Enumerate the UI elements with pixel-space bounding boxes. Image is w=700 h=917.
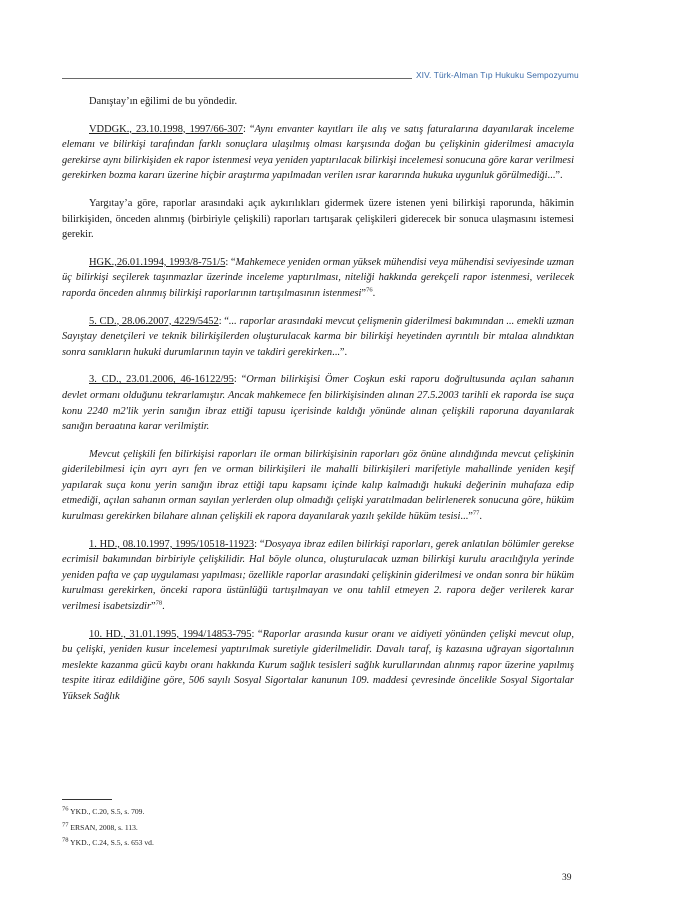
sentence-end: . xyxy=(479,511,482,523)
footnote-ref-77[interactable]: 77 xyxy=(472,509,480,517)
running-header-title: XIV. Türk-Alman Tıp Hukuku Sempozyumu xyxy=(416,70,579,80)
sentence-end: . xyxy=(372,287,376,299)
paragraph-vddgk xyxy=(62,122,574,184)
quote-open: : “ xyxy=(218,315,229,327)
quote-open: : “ xyxy=(251,628,263,640)
footnote-number: 78 xyxy=(62,836,69,844)
quote-close: ” xyxy=(151,601,156,613)
footnote-ref-78[interactable]: 78 xyxy=(155,599,163,607)
footnote-text: YKD., C.24, S.5, s. 653 vd. xyxy=(68,838,154,847)
paragraph-1hd xyxy=(62,537,574,615)
paragraph-3cd-continued xyxy=(62,447,574,525)
footnote-number: 77 xyxy=(62,820,69,828)
quote-text: ... raporlar arasındaki mevcut çelişmenin giderilmesi bakımından ... emekli uzman Sayıştay denetçileri ve teknik bilirkişilerden oluşturulacak karma bir bilirkişi heyetinden ayrıntılı bir mtalaa alındıktan sonra sanıkların hukuki durumlarının tayin ve takdiri gerekirken xyxy=(62,315,574,358)
quote-open: : “ xyxy=(233,374,247,386)
footnote-77 xyxy=(62,820,574,836)
case-citation: 1. HD., 08.10.1997, 1995/10518-11923 xyxy=(89,538,255,550)
footnote-ref-76[interactable]: 76 xyxy=(366,286,373,294)
quote-text: Aynı envanter kayıtları ile alış ve satış faturalarına dayanılarak inceleme elemanı ve bilirkişi tarafından farklı sonuçlara ulaşılmış olması karşısında doğan bu çelişkinin giderilmesi amacıyla gerekirse aynı bilirkişiden ek rapor istenmesi veya yeniden yaptırılacak bilirkişi incelemesi sonucuna göre karar verilmesi gerekirken bozma kararı üzerine hiçbir araştırma yapılmadan verilen ısrar kararında hukuka uygunluk görülmediği xyxy=(62,123,574,182)
footnote-76 xyxy=(62,804,574,820)
footnotes xyxy=(62,804,574,851)
paragraph-yargitay xyxy=(62,196,574,243)
paragraph-10hd xyxy=(62,627,574,705)
footnote-separator xyxy=(62,799,112,800)
footnote-number: 76 xyxy=(62,805,69,813)
paragraph-text: Yargıtay’a göre, raporlar arasındaki açık aykırılıkları gidermek üzere istenen yeni bilirkişi raporunda, hâkimin bilirkişiden, önceden alınmış (birbiriyle çelişkili) raporları tartışarak çelişkileri giderecek bir sonuca ulaşmasını istemesi gerekir. xyxy=(62,197,574,241)
case-citation: VDDGK., 23.10.1998, 1997/66-307 xyxy=(89,123,243,135)
paragraph-3cd xyxy=(62,372,574,434)
quote-text: Mevcut çelişkili fen bilirkişisi raporları ile orman bilirkişisinin raporları göz önüne alındığında mevcut çelişkinin giderilebilmesi için ayrı ayrı fen ve orman bilirkişileri ile mahalli bilirkişileri marifetiyle mahallinde yeniden keşif yapılarak suça konu yerin sanığın ibraz ettiği tapu kapsamı içinde kalıp kalmadığı hukuki değerinin muhafaza edip etmediği, açılan sahanın orman sayılan yerlerden olup olmadığı çelişki yaratılmadan belirlenerek sonucuna göre, hüküm kurulması gerekirken bilahare alınan çelişkili ek rapora dayanılarak yazılı şekilde hüküm tesisi xyxy=(62,448,574,523)
case-citation: 5. CD., 28.06.2007, 4229/5452 xyxy=(89,315,219,327)
footnote-78 xyxy=(62,835,574,851)
quote-text: Mahkemece yeniden orman yüksek mühendisi veya mühendisi seviyesinde uzman üç bilirkişi seçilerek taşınmazlar üzerinde inceleme yaptırılması, niteliği hakkında gerekçeli rapor istenmesi, verilecek raporda önceden alınmış bilirkişi raporlarının tartışılmasının istenmesi xyxy=(62,256,574,299)
quote-open: : “ xyxy=(254,538,265,550)
quote-close: ...” xyxy=(460,511,473,523)
paragraph-danistay xyxy=(62,94,574,110)
footnote-text: YKD., C.20, S.5, s. 709. xyxy=(68,807,145,816)
quote-close: ...”. xyxy=(332,346,348,358)
quote-close: ...”. xyxy=(547,170,563,182)
header-rule xyxy=(62,78,412,79)
quote-text: Orman bilirkişisi Ömer Coşkun eski raporu doğrultusunda açılan sahanın devlet ormanı olduğunu tekrarlamıştır. Ancak mahkemece fen bilirkişisinden alınan 27.5.2003 tarihli ek raporda ise suça konu 2240 m2'lik yerin sanığın ibraz ettiği tapusu içerisinde kaldığı yönünde alınan çelişkili raporuna dayanılarak sanığın beraatına karar verilmiştir. xyxy=(62,374,574,433)
paragraph-text: Danıştay’ın eğilimi de bu yöndedir. xyxy=(89,96,238,107)
quote-text: Raporlar arasında kusur oranı ve aidiyeti yönünden çelişki mevcut olup, bu çelişki, yeniden kusur incelemesi yaptırılmak suretiyle giderilmelidir. Davalı taraf, iş kazasına uğrayan sigortalının meslekte kazanma gücü kaybı oranı hakkında Kurum sağlık tesisleri sağlık kurullarından alınmış rapor üzerine yapılmış tespite itiraz edildiğine göre, 506 sayılı Sosyal Sigortalar kanunun 109. maddesi çevresinde öncelikle Sosyal Sigortalar Yüksek Sağlık xyxy=(62,628,574,702)
page-number: 39 xyxy=(562,873,572,883)
paragraph-5cd xyxy=(62,314,574,361)
quote-open: : “ xyxy=(242,123,255,135)
page-body xyxy=(62,94,574,717)
paragraph-hgk xyxy=(62,255,574,302)
case-citation: 3. CD., 23.01.2006, 46-16122/95 xyxy=(89,374,234,386)
case-citation: 10. HD., 31.01.1995, 1994/14853-795 xyxy=(89,628,252,640)
case-citation: HGK.,26.01.1994, 1993/8-751/5 xyxy=(89,256,226,268)
sentence-end: . xyxy=(162,601,165,613)
footnote-text: ERSAN, 2008, s. 113. xyxy=(68,822,138,832)
quote-close: ” xyxy=(361,287,367,299)
quote-open: : “ xyxy=(225,256,236,268)
quote-text: Dosyaya ibraz edilen bilirkişi raporları, gerek anlatılan bölümler gerekse ecrimisil bakımından birbiriyle çelişkilidir. Hal böyle olunca, oluşturulacak uzman bilirkişi kurulu aracılığıyla yerinde yeniden pafta ve çap uygulaması yapılması; özellikle raporlar arasındaki çelişkinin giderilmesi ve ondan sonra bir hüküm kurulması gerekirken, önceki rapora üstünlüğü tartışılmayan ve onu tahlil etmeyen 2. rapora değer verilerek karar verilmesi isabetsizdir xyxy=(62,538,574,613)
